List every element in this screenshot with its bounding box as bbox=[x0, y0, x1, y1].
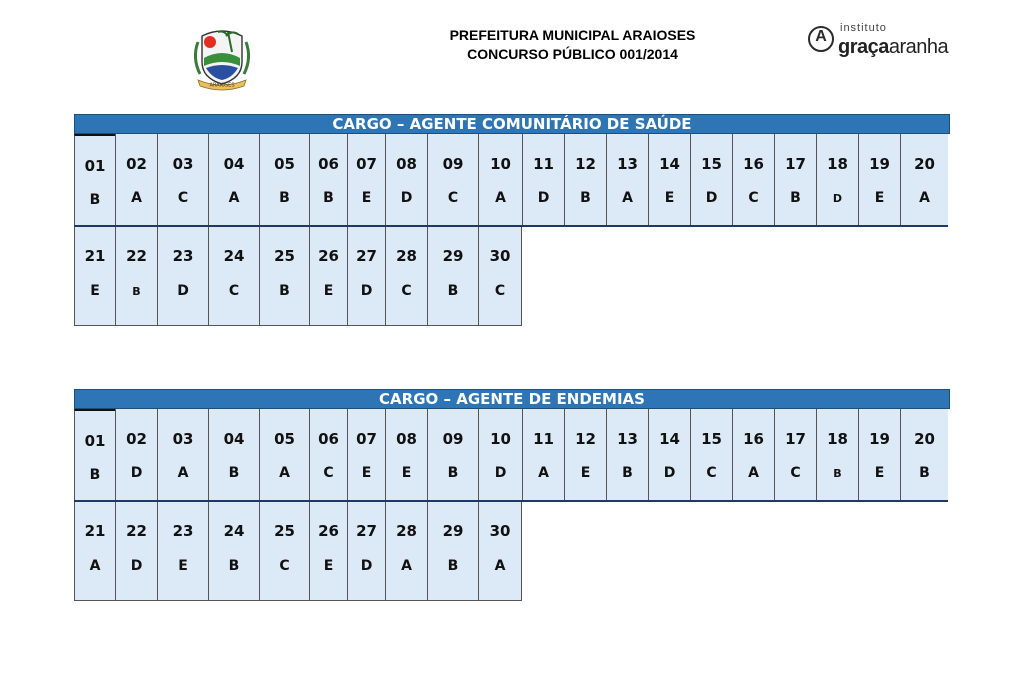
question-number: 12 bbox=[575, 155, 596, 173]
question-number: 23 bbox=[172, 247, 194, 265]
answer-cell bbox=[259, 502, 309, 600]
answer-cell bbox=[690, 409, 732, 500]
logo-letter: A bbox=[815, 28, 827, 45]
answer-cell bbox=[157, 502, 208, 600]
answer-letter: A bbox=[228, 190, 240, 206]
answer-cell bbox=[385, 502, 427, 600]
answer-letter: E bbox=[361, 465, 372, 481]
answer-cell bbox=[648, 134, 690, 225]
answer-letter: B bbox=[279, 190, 290, 206]
answer-cell bbox=[74, 134, 115, 225]
answer-letter: B bbox=[790, 190, 801, 206]
answer-letter: A bbox=[494, 558, 506, 574]
answer-letter: D bbox=[705, 190, 718, 206]
answer-letter: B bbox=[228, 465, 240, 481]
question-number: 13 bbox=[617, 155, 638, 173]
answer-row-2 bbox=[74, 227, 522, 326]
question-number: 26 bbox=[318, 247, 339, 265]
question-number: 30 bbox=[489, 522, 511, 540]
question-number: 04 bbox=[223, 430, 245, 448]
answer-letter: C bbox=[279, 558, 290, 574]
answer-letter: B bbox=[89, 192, 101, 208]
question-number: 11 bbox=[533, 430, 554, 448]
answer-cell bbox=[74, 502, 115, 600]
answer-cell bbox=[385, 409, 427, 500]
answer-cell bbox=[774, 134, 816, 225]
question-number: 12 bbox=[575, 430, 596, 448]
answer-cell bbox=[606, 409, 648, 500]
answer-letter: B bbox=[279, 283, 290, 299]
question-number: 01 bbox=[84, 157, 106, 175]
question-number: 28 bbox=[396, 247, 417, 265]
question-number: 08 bbox=[396, 155, 417, 173]
answer-letter: B bbox=[919, 465, 930, 481]
question-number: 07 bbox=[356, 430, 377, 448]
answer-cell bbox=[900, 134, 948, 225]
answer-letter: A bbox=[401, 558, 412, 574]
answer-letter: E bbox=[874, 465, 885, 481]
question-number: 02 bbox=[126, 430, 147, 448]
answer-letter: A bbox=[131, 190, 142, 206]
answer-cell bbox=[347, 502, 385, 600]
answer-letter: E bbox=[580, 465, 591, 481]
question-number: 09 bbox=[442, 155, 464, 173]
answer-row-1 bbox=[74, 134, 948, 227]
answer-cell bbox=[309, 409, 347, 500]
answer-letter: E bbox=[361, 190, 372, 206]
question-number: 09 bbox=[442, 430, 464, 448]
answer-cell bbox=[208, 502, 259, 600]
answer-letter: E bbox=[323, 283, 334, 299]
answer-letter: B bbox=[580, 190, 591, 206]
municipal-crest-logo bbox=[188, 22, 256, 92]
question-number: 06 bbox=[318, 155, 339, 173]
question-number: 18 bbox=[827, 155, 848, 173]
question-number: 21 bbox=[84, 247, 106, 265]
answer-cell bbox=[347, 227, 385, 325]
question-number: 27 bbox=[356, 247, 377, 265]
answer-cell bbox=[648, 409, 690, 500]
answer-letter: C bbox=[447, 190, 459, 206]
answer-cell bbox=[157, 134, 208, 225]
answer-cell bbox=[347, 409, 385, 500]
answer-letter: C bbox=[706, 465, 717, 481]
answer-cell bbox=[309, 134, 347, 225]
answer-cell bbox=[157, 409, 208, 500]
answer-cell bbox=[208, 227, 259, 325]
question-number: 20 bbox=[914, 155, 935, 173]
question-number: 02 bbox=[126, 155, 147, 173]
question-number: 15 bbox=[701, 430, 722, 448]
answer-cell bbox=[259, 134, 309, 225]
answer-cell bbox=[427, 134, 478, 225]
crest-ribbon-text: ARAIOSES bbox=[209, 82, 235, 89]
answer-letter: C bbox=[748, 190, 759, 206]
answer-row-1 bbox=[74, 409, 948, 502]
answer-cell bbox=[478, 502, 522, 600]
answer-cell bbox=[74, 227, 115, 325]
answer-cell bbox=[522, 134, 564, 225]
question-number: 03 bbox=[172, 430, 194, 448]
section-title: CARGO – AGENTE COMUNITÁRIO DE SAÚDE bbox=[74, 114, 950, 134]
answer-cell bbox=[478, 409, 522, 500]
answer-cell bbox=[606, 134, 648, 225]
question-number: 15 bbox=[701, 155, 722, 173]
question-number: 07 bbox=[356, 155, 377, 173]
question-number: 22 bbox=[126, 247, 147, 265]
answer-letter: D bbox=[360, 558, 373, 574]
answer-letter: E bbox=[323, 558, 334, 574]
question-number: 21 bbox=[84, 522, 106, 540]
answer-letter: C bbox=[323, 465, 334, 481]
question-number: 27 bbox=[356, 522, 377, 540]
question-number: 24 bbox=[223, 522, 245, 540]
answer-cell bbox=[732, 134, 774, 225]
answer-letter: D bbox=[130, 465, 143, 481]
question-number: 13 bbox=[617, 430, 638, 448]
answer-letter: E bbox=[90, 283, 100, 299]
answer-cell bbox=[427, 502, 478, 600]
answer-cell bbox=[115, 227, 157, 325]
answer-cell bbox=[74, 409, 115, 500]
answer-cell bbox=[115, 502, 157, 600]
answer-cell bbox=[259, 227, 309, 325]
answer-letter: A bbox=[748, 465, 759, 481]
answer-letter: C bbox=[401, 283, 412, 299]
question-number: 14 bbox=[659, 155, 680, 173]
answer-cell bbox=[208, 134, 259, 225]
answer-letter: E bbox=[874, 190, 885, 206]
answer-cell bbox=[564, 134, 606, 225]
answer-cell bbox=[115, 409, 157, 500]
answer-row-2 bbox=[74, 502, 522, 601]
question-number: 18 bbox=[827, 430, 848, 448]
answer-cell bbox=[427, 227, 478, 325]
answer-letter: D bbox=[130, 558, 143, 574]
answer-letter: C bbox=[494, 283, 506, 299]
question-number: 29 bbox=[442, 247, 464, 265]
answer-letter: B bbox=[323, 190, 334, 206]
answer-cell bbox=[157, 227, 208, 325]
question-number: 22 bbox=[126, 522, 147, 540]
answer-letter: B bbox=[447, 465, 459, 481]
answer-cell bbox=[858, 134, 900, 225]
answer-cell bbox=[259, 409, 309, 500]
answer-letter: D bbox=[832, 192, 843, 205]
answer-letter: C bbox=[228, 283, 240, 299]
logo-ring-icon bbox=[808, 26, 834, 52]
question-number: 16 bbox=[743, 155, 764, 173]
answer-letter: D bbox=[663, 465, 676, 481]
answer-letter: B bbox=[833, 467, 842, 480]
answer-letter: B bbox=[228, 558, 240, 574]
answer-letter: C bbox=[177, 190, 189, 206]
answer-letter: E bbox=[401, 465, 412, 481]
question-number: 03 bbox=[172, 155, 194, 173]
answer-letter: D bbox=[400, 190, 413, 206]
question-number: 19 bbox=[869, 430, 890, 448]
answer-letter: D bbox=[360, 283, 373, 299]
question-number: 17 bbox=[785, 155, 806, 173]
question-number: 10 bbox=[490, 155, 511, 173]
answer-cell bbox=[478, 227, 522, 325]
answer-letter: D bbox=[537, 190, 550, 206]
logo-brand-text bbox=[838, 36, 948, 59]
question-number: 08 bbox=[396, 430, 417, 448]
question-number: 24 bbox=[223, 247, 245, 265]
question-number: 14 bbox=[659, 430, 680, 448]
section-title: CARGO – AGENTE DE ENDEMIAS bbox=[74, 389, 950, 409]
answer-letter: D bbox=[177, 283, 189, 299]
question-number: 26 bbox=[318, 522, 339, 540]
answer-letter: A bbox=[919, 190, 930, 206]
answer-letter: B bbox=[447, 283, 459, 299]
answer-cell bbox=[816, 134, 858, 225]
answer-letter: B bbox=[622, 465, 633, 481]
question-number: 19 bbox=[869, 155, 890, 173]
question-number: 16 bbox=[743, 430, 764, 448]
answer-cell bbox=[385, 227, 427, 325]
question-number: 28 bbox=[396, 522, 417, 540]
institute-logo bbox=[808, 22, 948, 66]
answer-letter: A bbox=[495, 190, 506, 206]
logo-brand-bold: graça bbox=[838, 36, 889, 58]
logo-small-text: instituto bbox=[840, 22, 887, 34]
answer-cell bbox=[564, 409, 606, 500]
answer-cell bbox=[115, 134, 157, 225]
answer-letter: A bbox=[279, 465, 290, 481]
header-line-1: PREFEITURA MUNICIPAL ARAIOSES bbox=[449, 27, 696, 43]
question-number: 17 bbox=[785, 430, 806, 448]
answer-letter: B bbox=[89, 467, 101, 483]
question-number: 01 bbox=[84, 432, 106, 450]
answer-letter: B bbox=[447, 558, 459, 574]
question-number: 05 bbox=[274, 430, 295, 448]
answer-cell bbox=[385, 134, 427, 225]
answer-letter: A bbox=[622, 190, 633, 206]
header-line-2: CONCURSO PÚBLICO 001/2014 bbox=[467, 46, 678, 62]
answer-cell bbox=[208, 409, 259, 500]
answer-letter: D bbox=[494, 465, 507, 481]
answer-letter: A bbox=[89, 558, 101, 574]
question-number: 20 bbox=[914, 430, 935, 448]
answer-cell bbox=[732, 409, 774, 500]
question-number: 05 bbox=[274, 155, 295, 173]
question-number: 11 bbox=[533, 155, 554, 173]
question-number: 06 bbox=[318, 430, 339, 448]
answer-cell bbox=[478, 134, 522, 225]
question-number: 23 bbox=[172, 522, 194, 540]
answer-cell bbox=[774, 409, 816, 500]
document-header bbox=[400, 26, 745, 64]
question-number: 30 bbox=[489, 247, 511, 265]
answer-cell bbox=[900, 409, 948, 500]
answer-cell bbox=[522, 409, 564, 500]
answer-letter: A bbox=[177, 465, 189, 481]
answer-cell bbox=[690, 134, 732, 225]
question-number: 10 bbox=[490, 430, 511, 448]
answer-cell bbox=[309, 502, 347, 600]
question-number: 25 bbox=[274, 247, 295, 265]
answer-cell bbox=[427, 409, 478, 500]
question-number: 29 bbox=[442, 522, 464, 540]
answer-letter: E bbox=[664, 190, 675, 206]
logo-brand-rest: aranha bbox=[888, 36, 949, 58]
question-number: 25 bbox=[274, 522, 295, 540]
answer-letter: C bbox=[790, 465, 801, 481]
question-number: 04 bbox=[223, 155, 245, 173]
answer-letter: B bbox=[132, 285, 141, 298]
answer-letter: A bbox=[538, 465, 549, 481]
answer-cell bbox=[858, 409, 900, 500]
answer-letter: E bbox=[178, 558, 188, 574]
answer-cell bbox=[816, 409, 858, 500]
answer-cell bbox=[347, 134, 385, 225]
answer-cell bbox=[309, 227, 347, 325]
